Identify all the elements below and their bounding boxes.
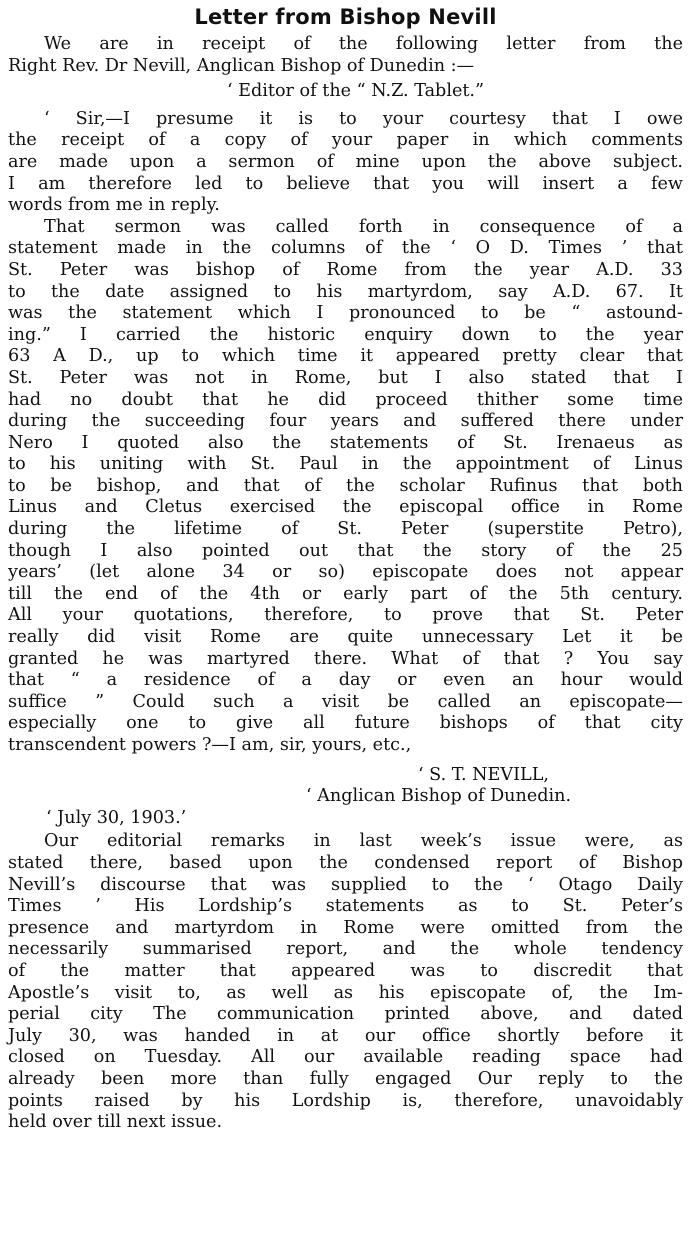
text-line: especially one to give all future bishops of that city <box>8 713 683 734</box>
text-line: Linus and Cletus exercised the episcopal office in Rome <box>8 497 683 518</box>
text-line: necessarily summarised report, and the whole tendency <box>8 939 683 960</box>
text-line: St. Peter was not in Rome, but I also stated that I <box>8 367 683 388</box>
text-line: till the end of the 4th or early part of the 5th century. <box>8 583 683 604</box>
text-line: We are in receipt of the following letter from the <box>44 34 683 54</box>
text-line: ing.” I carried the historic enquiry down to the year <box>8 324 683 345</box>
text-line: words from me in reply. <box>8 195 220 216</box>
text-line: are made upon a sermon of mine upon the above subject. <box>8 151 683 172</box>
text-line: Our editorial remarks in last week’s issue were, as <box>44 831 683 852</box>
signature-title: ‘ Anglican Bishop of Dunedin. <box>306 786 572 807</box>
text-line: stated there, based upon the condensed report of Bishop <box>8 852 683 873</box>
text-line: already been more than fully engaged Our reply to the <box>8 1068 683 1089</box>
text-line: really did visit Rome are quite unnecessary Let it be <box>8 627 683 648</box>
article-body <box>8 34 683 1134</box>
text-line: during the succeeding four years and suffered there under <box>8 411 683 432</box>
text-line: points raised by his Lordship is, therefore, unavoidably <box>8 1090 683 1111</box>
letter-date: ‘ July 30, 1903.’ <box>46 807 187 828</box>
text-line: Nevill’s discourse that was supplied to the ‘ Otago Daily <box>8 874 683 895</box>
text-line: Right Rev. Dr Nevill, Anglican Bishop of Dunedin :— <box>8 55 475 76</box>
text-line: St. Peter was bishop of Rome from the year A.D. 33 <box>8 259 683 280</box>
text-line: though I also pointed out that the story of the 25 <box>8 540 683 561</box>
text-line: granted he was martyred there. What of that ? You say <box>8 648 683 669</box>
letter-salutation: ‘ Editor of the “ N.Z. Tablet.” <box>226 81 485 102</box>
text-line: the receipt of a copy of your paper in which comments <box>8 130 683 151</box>
text-line: was the statement which I pronounced to be “ astound- <box>8 303 683 324</box>
text-line: Times ’ His Lordship’s statements as to St. Peter’s <box>8 896 683 917</box>
text-line: had no doubt that he did proceed thither some time <box>8 389 683 410</box>
text-line: presence and martyrdom in Rome were omitted from the <box>8 917 683 938</box>
text-line: perial city The communication printed above, and dated <box>8 1004 683 1025</box>
text-line: during the lifetime of St. Peter (superstite Petro), <box>8 519 683 540</box>
letter-paragraph-2 <box>8 217 683 757</box>
signature-name: ‘ S. T. NEVILL, <box>418 764 549 785</box>
text-line: That sermon was called forth in consequence of a <box>44 216 683 237</box>
text-line: to be bishop, and that of the scholar Rufinus that both <box>8 475 683 496</box>
text-line: statement made in the columns of the ‘ O D. Times ’ that <box>8 238 683 259</box>
text-line: to his uniting with St. Paul in the appointment of Linus <box>8 454 683 475</box>
text-line: years’ (let alone 34 or so) episcopate does not appear <box>8 562 683 583</box>
article-headline: Letter from Bishop Nevill <box>194 5 497 29</box>
text-line: closed on Tuesday. All our available reading space had <box>8 1047 683 1068</box>
text-line: All your quotations, therefore, to prove that St. Peter <box>8 605 683 626</box>
text-line: ‘ Sir,—I presume it is to your courtesy that I owe <box>44 108 683 129</box>
text-line: 63 A D., up to which time it appeared pretty clear that <box>8 346 683 367</box>
text-line: suffice ” Could such a visit be called an episcopate— <box>8 691 683 712</box>
text-line: of the matter that appeared was to discredit that <box>8 960 683 981</box>
text-line: July 30, was handed in at our office shortly before it <box>8 1025 683 1046</box>
text-line: Apostle’s visit to, as well as his episcopate of, the Im- <box>8 982 683 1003</box>
text-line: that “ a residence of a day or even an hour would <box>8 670 683 691</box>
text-line: Nero I quoted also the statements of St. Irenaeus as <box>8 432 683 453</box>
editorial-paragraph <box>8 831 683 1133</box>
text-line: to the date assigned to his martyrdom, say A.D. 67. It <box>8 281 683 302</box>
intro-paragraph <box>8 34 683 77</box>
letter-paragraph-1 <box>8 109 683 217</box>
text-line: transcendent powers ?—I am, sir, yours, etc., <box>8 735 412 755</box>
text-line: I am therefore led to believe that you will insert a few <box>8 173 683 194</box>
text-line: held over till next issue. <box>8 1112 223 1133</box>
